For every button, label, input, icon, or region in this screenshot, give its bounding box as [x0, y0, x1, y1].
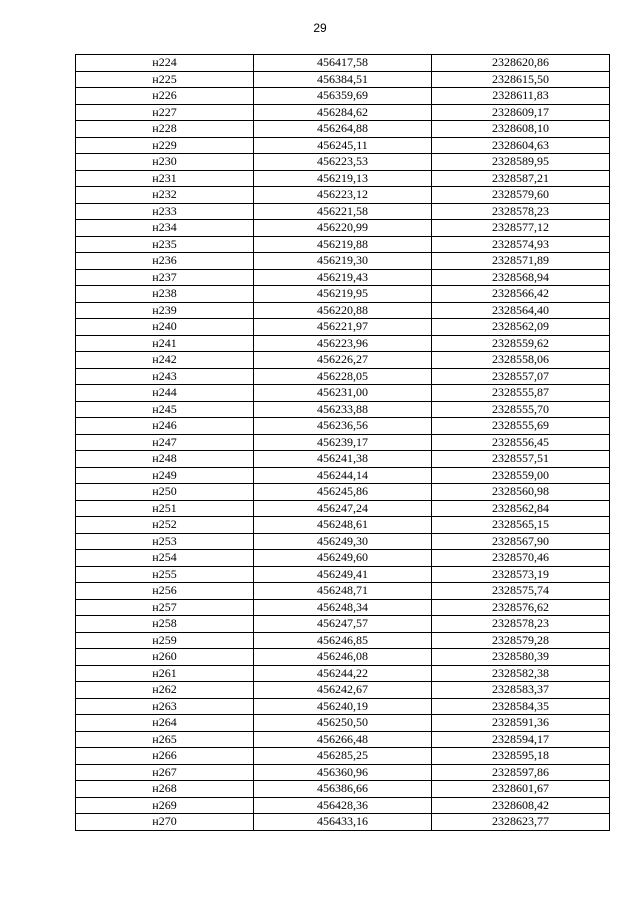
table-row	[76, 517, 610, 534]
point-name-cell: н268	[76, 781, 254, 798]
y-coordinate-cell: 2328582,38	[432, 665, 610, 682]
x-coordinate-cell: 456247,24	[254, 500, 432, 517]
table-row	[76, 302, 610, 319]
x-coordinate-cell: 456248,61	[254, 517, 432, 534]
coordinates-table-body	[76, 55, 610, 831]
y-coordinate-cell: 2328571,89	[432, 253, 610, 270]
y-coordinate-cell: 2328615,50	[432, 71, 610, 88]
table-row	[76, 236, 610, 253]
table-row	[76, 401, 610, 418]
table-row	[76, 418, 610, 435]
point-name-cell: н240	[76, 319, 254, 336]
y-coordinate-cell: 2328578,23	[432, 616, 610, 633]
table-row	[76, 368, 610, 385]
table-row	[76, 814, 610, 831]
y-coordinate-cell: 2328570,46	[432, 550, 610, 567]
table-row	[76, 632, 610, 649]
point-name-cell: н237	[76, 269, 254, 286]
y-coordinate-cell: 2328573,19	[432, 566, 610, 583]
point-name-cell: н264	[76, 715, 254, 732]
point-name-cell: н241	[76, 335, 254, 352]
x-coordinate-cell: 456219,13	[254, 170, 432, 187]
point-name-cell: н244	[76, 385, 254, 402]
x-coordinate-cell: 456248,71	[254, 583, 432, 600]
x-coordinate-cell: 456242,67	[254, 682, 432, 699]
x-coordinate-cell: 456247,57	[254, 616, 432, 633]
table-row	[76, 352, 610, 369]
point-name-cell: н265	[76, 731, 254, 748]
x-coordinate-cell: 456231,00	[254, 385, 432, 402]
point-name-cell: н243	[76, 368, 254, 385]
y-coordinate-cell: 2328555,87	[432, 385, 610, 402]
table-row	[76, 170, 610, 187]
x-coordinate-cell: 456359,69	[254, 88, 432, 105]
y-coordinate-cell: 2328575,74	[432, 583, 610, 600]
y-coordinate-cell: 2328591,36	[432, 715, 610, 732]
x-coordinate-cell: 456239,17	[254, 434, 432, 451]
table-row	[76, 616, 610, 633]
point-name-cell: н248	[76, 451, 254, 468]
y-coordinate-cell: 2328559,62	[432, 335, 610, 352]
y-coordinate-cell: 2328578,23	[432, 203, 610, 220]
table-row	[76, 533, 610, 550]
table-row	[76, 88, 610, 105]
table-row	[76, 500, 610, 517]
x-coordinate-cell: 456219,43	[254, 269, 432, 286]
y-coordinate-cell: 2328567,90	[432, 533, 610, 550]
y-coordinate-cell: 2328594,17	[432, 731, 610, 748]
table-row	[76, 698, 610, 715]
point-name-cell: н255	[76, 566, 254, 583]
x-coordinate-cell: 456223,53	[254, 154, 432, 171]
x-coordinate-cell: 456433,16	[254, 814, 432, 831]
x-coordinate-cell: 456428,36	[254, 797, 432, 814]
y-coordinate-cell: 2328564,40	[432, 302, 610, 319]
table-row	[76, 203, 610, 220]
x-coordinate-cell: 456240,19	[254, 698, 432, 715]
y-coordinate-cell: 2328574,93	[432, 236, 610, 253]
table-row	[76, 269, 610, 286]
x-coordinate-cell: 456219,88	[254, 236, 432, 253]
y-coordinate-cell: 2328555,69	[432, 418, 610, 435]
x-coordinate-cell: 456250,50	[254, 715, 432, 732]
point-name-cell: н247	[76, 434, 254, 451]
x-coordinate-cell: 456244,22	[254, 665, 432, 682]
point-name-cell: н261	[76, 665, 254, 682]
table-row	[76, 649, 610, 666]
x-coordinate-cell: 456220,88	[254, 302, 432, 319]
y-coordinate-cell: 2328560,98	[432, 484, 610, 501]
y-coordinate-cell: 2328587,21	[432, 170, 610, 187]
y-coordinate-cell: 2328558,06	[432, 352, 610, 369]
point-name-cell: н234	[76, 220, 254, 237]
point-name-cell: н267	[76, 764, 254, 781]
table-row	[76, 731, 610, 748]
y-coordinate-cell: 2328597,86	[432, 764, 610, 781]
page-number: 29	[313, 21, 327, 35]
table-row	[76, 451, 610, 468]
x-coordinate-cell: 456249,60	[254, 550, 432, 567]
point-name-cell: н249	[76, 467, 254, 484]
y-coordinate-cell: 2328589,95	[432, 154, 610, 171]
point-name-cell: н226	[76, 88, 254, 105]
y-coordinate-cell: 2328604,63	[432, 137, 610, 154]
y-coordinate-cell: 2328579,60	[432, 187, 610, 204]
y-coordinate-cell: 2328559,00	[432, 467, 610, 484]
point-name-cell: н232	[76, 187, 254, 204]
x-coordinate-cell: 456249,30	[254, 533, 432, 550]
point-name-cell: н231	[76, 170, 254, 187]
point-name-cell: н235	[76, 236, 254, 253]
x-coordinate-cell: 456245,11	[254, 137, 432, 154]
y-coordinate-cell: 2328555,70	[432, 401, 610, 418]
point-name-cell: н228	[76, 121, 254, 138]
y-coordinate-cell: 2328557,07	[432, 368, 610, 385]
table-row	[76, 583, 610, 600]
point-name-cell: н233	[76, 203, 254, 220]
point-name-cell: н269	[76, 797, 254, 814]
point-name-cell: н263	[76, 698, 254, 715]
point-name-cell: н238	[76, 286, 254, 303]
table-row	[76, 764, 610, 781]
point-name-cell: н254	[76, 550, 254, 567]
x-coordinate-cell: 456221,58	[254, 203, 432, 220]
point-name-cell: н260	[76, 649, 254, 666]
point-name-cell: н258	[76, 616, 254, 633]
y-coordinate-cell: 2328562,09	[432, 319, 610, 336]
x-coordinate-cell: 456249,41	[254, 566, 432, 583]
table-row	[76, 154, 610, 171]
table-row	[76, 467, 610, 484]
point-name-cell: н246	[76, 418, 254, 435]
y-coordinate-cell: 2328576,62	[432, 599, 610, 616]
y-coordinate-cell: 2328556,45	[432, 434, 610, 451]
x-coordinate-cell: 456284,62	[254, 104, 432, 121]
table-row	[76, 484, 610, 501]
point-name-cell: н270	[76, 814, 254, 831]
x-coordinate-cell: 456241,38	[254, 451, 432, 468]
x-coordinate-cell: 456221,97	[254, 319, 432, 336]
x-coordinate-cell: 456219,95	[254, 286, 432, 303]
table-row	[76, 137, 610, 154]
x-coordinate-cell: 456220,99	[254, 220, 432, 237]
y-coordinate-cell: 2328623,77	[432, 814, 610, 831]
table-row	[76, 385, 610, 402]
point-name-cell: н252	[76, 517, 254, 534]
x-coordinate-cell: 456233,88	[254, 401, 432, 418]
point-name-cell: н256	[76, 583, 254, 600]
x-coordinate-cell: 456246,08	[254, 649, 432, 666]
point-name-cell: н266	[76, 748, 254, 765]
y-coordinate-cell: 2328577,12	[432, 220, 610, 237]
point-name-cell: н236	[76, 253, 254, 270]
x-coordinate-cell: 456223,12	[254, 187, 432, 204]
x-coordinate-cell: 456248,34	[254, 599, 432, 616]
table-row	[76, 599, 610, 616]
x-coordinate-cell: 456285,25	[254, 748, 432, 765]
table-row	[76, 121, 610, 138]
y-coordinate-cell: 2328579,28	[432, 632, 610, 649]
y-coordinate-cell: 2328584,35	[432, 698, 610, 715]
point-name-cell: н259	[76, 632, 254, 649]
x-coordinate-cell: 456384,51	[254, 71, 432, 88]
point-name-cell: н253	[76, 533, 254, 550]
point-name-cell: н251	[76, 500, 254, 517]
table-row	[76, 253, 610, 270]
y-coordinate-cell: 2328611,83	[432, 88, 610, 105]
x-coordinate-cell: 456244,14	[254, 467, 432, 484]
point-name-cell: н227	[76, 104, 254, 121]
coordinates-table	[75, 54, 610, 831]
table-row	[76, 104, 610, 121]
x-coordinate-cell: 456266,48	[254, 731, 432, 748]
point-name-cell: н224	[76, 55, 254, 72]
y-coordinate-cell: 2328620,86	[432, 55, 610, 72]
x-coordinate-cell: 456264,88	[254, 121, 432, 138]
y-coordinate-cell: 2328562,84	[432, 500, 610, 517]
y-coordinate-cell: 2328568,94	[432, 269, 610, 286]
y-coordinate-cell: 2328580,39	[432, 649, 610, 666]
x-coordinate-cell: 456245,86	[254, 484, 432, 501]
table-row	[76, 682, 610, 699]
table-row	[76, 566, 610, 583]
x-coordinate-cell: 456236,56	[254, 418, 432, 435]
x-coordinate-cell: 456417,58	[254, 55, 432, 72]
table-row	[76, 748, 610, 765]
table-row	[76, 665, 610, 682]
table-row	[76, 319, 610, 336]
x-coordinate-cell: 456360,96	[254, 764, 432, 781]
table-row	[76, 220, 610, 237]
y-coordinate-cell: 2328608,10	[432, 121, 610, 138]
point-name-cell: н262	[76, 682, 254, 699]
y-coordinate-cell: 2328609,17	[432, 104, 610, 121]
table-row	[76, 187, 610, 204]
table-row	[76, 797, 610, 814]
y-coordinate-cell: 2328583,37	[432, 682, 610, 699]
y-coordinate-cell: 2328565,15	[432, 517, 610, 534]
x-coordinate-cell: 456246,85	[254, 632, 432, 649]
y-coordinate-cell: 2328566,42	[432, 286, 610, 303]
x-coordinate-cell: 456223,96	[254, 335, 432, 352]
point-name-cell: н245	[76, 401, 254, 418]
x-coordinate-cell: 456219,30	[254, 253, 432, 270]
table-row	[76, 781, 610, 798]
point-name-cell: н250	[76, 484, 254, 501]
table-row	[76, 715, 610, 732]
table-row	[76, 335, 610, 352]
y-coordinate-cell: 2328557,51	[432, 451, 610, 468]
table-row	[76, 550, 610, 567]
x-coordinate-cell: 456226,27	[254, 352, 432, 369]
y-coordinate-cell: 2328608,42	[432, 797, 610, 814]
x-coordinate-cell: 456386,66	[254, 781, 432, 798]
table-row	[76, 55, 610, 72]
point-name-cell: н225	[76, 71, 254, 88]
y-coordinate-cell: 2328595,18	[432, 748, 610, 765]
point-name-cell: н230	[76, 154, 254, 171]
table-row	[76, 286, 610, 303]
x-coordinate-cell: 456228,05	[254, 368, 432, 385]
table-row	[76, 71, 610, 88]
table-row	[76, 434, 610, 451]
point-name-cell: н257	[76, 599, 254, 616]
point-name-cell: н242	[76, 352, 254, 369]
y-coordinate-cell: 2328601,67	[432, 781, 610, 798]
point-name-cell: н229	[76, 137, 254, 154]
point-name-cell: н239	[76, 302, 254, 319]
